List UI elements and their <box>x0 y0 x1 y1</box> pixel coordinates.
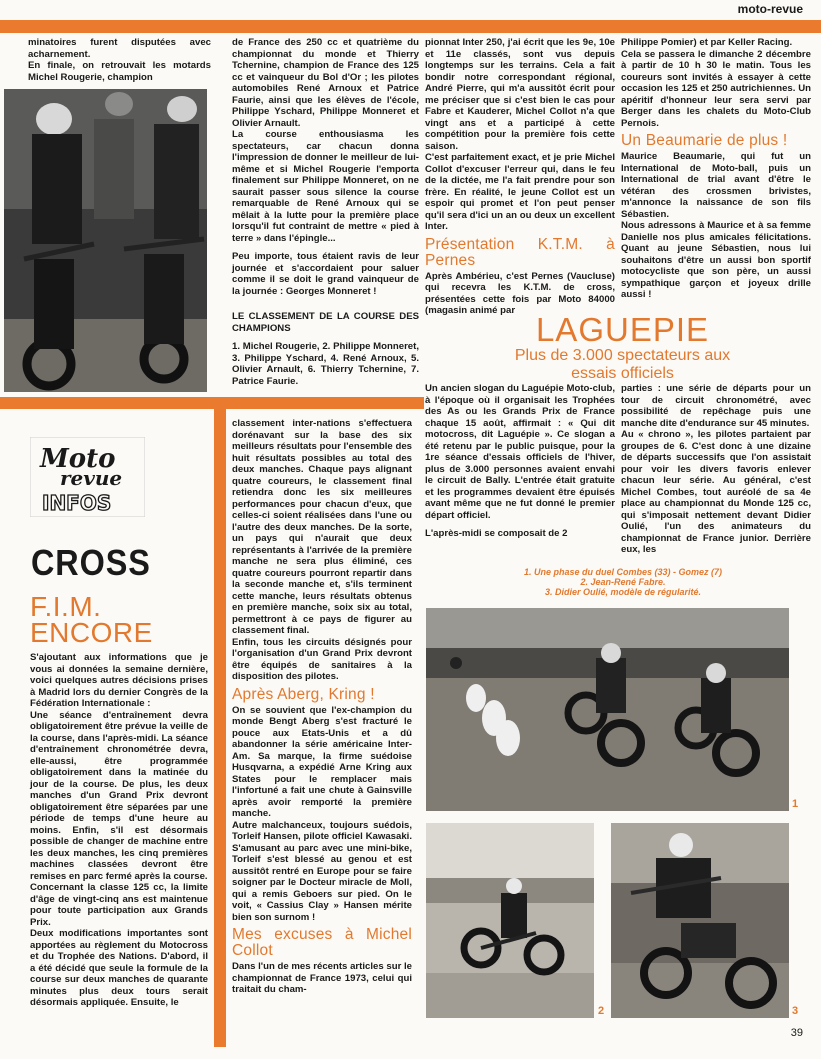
svg-text:INFOS: INFOS <box>42 491 112 515</box>
upper-column-2 <box>232 37 419 387</box>
paragraph: Concernant la classe 125 cc, la limite d'âge de vingt-cinq ans est maintenue pour toute participation aux Grands Prix. <box>30 882 208 928</box>
ktm-heading: Présentation K.T.M. à Pernes <box>425 235 615 269</box>
section-divider-vertical <box>214 397 226 1047</box>
photo-riders-group <box>4 89 207 392</box>
laguepie-title: LAGUEPIE <box>535 311 710 348</box>
paragraph: C'est parfaitement exact, et je prie Michel Collot d'excuser l'erreur qui, dans le feu de la dictée, me l'a fait prendre pour son frère. En réalité, le jeune Collot est un espoir qui promet et l'on peut penser qu'il sera d'ici un an ou deux un excellent Inter. <box>425 152 615 232</box>
fim-heading: F.I.M. ENCORE <box>30 591 153 648</box>
paragraph: Enfin, tous les circuits désignés pour l'organisation d'un Grand Prix devront être équipés de sanitaires à la disposition des pilotes. <box>232 636 412 682</box>
section-divider-horizontal <box>0 397 424 409</box>
caption-1: 1. Une phase du duel Combes (33) - Gomez (7) <box>523 567 723 577</box>
upper-column-1 <box>28 37 211 83</box>
photo-number-2: 2 <box>598 1005 605 1017</box>
infos-column-a <box>30 591 208 1009</box>
photo-captions <box>424 567 821 597</box>
photo-number-1: 1 <box>792 798 799 810</box>
infos-column-b <box>232 418 412 996</box>
paragraph: Cela se passera le dimanche 2 décembre à partir de 10 h 30 le matin. Tous les coureurs sont invités à essayer à cette occasion les 125 et 250 autrichiennes. Un apéritif d'honneur leur sera servi par Berger dans les chalets du Moto-Club Pernois. <box>621 48 811 129</box>
aberg-heading: Après Aberg, Kring ! <box>232 685 375 703</box>
paragraph: Dans l'un de mes récents articles sur le championnat de France 1973, celui qui traitait du cham- <box>232 961 412 995</box>
paragraph: Un ancien slogan du Laguépie Moto-club, à l'époque où il organisait les Trophées des As ou les Grands Prix de France chaque 15 août, affirmait : « Qui dit motocross, dit Laguépie ». Ce slogan a été retenu par le public puisque, pour la 1re séance d'essais officiels de l'hiver, plus de 3.000 personnes avaient envahi le circuit de Bally. L'entrée était gratuite et les programmes devaient être épuisés avant même que ne fut donné le premier départ officiel. <box>425 383 615 521</box>
laguepie-header <box>424 313 821 383</box>
paragraph: L'après-midi se composait de 2 <box>425 528 568 539</box>
laguepie-subtitle: Plus de 3.000 spectateurs aux essais officiels <box>514 347 731 382</box>
photo-duel-combes-gomez <box>426 608 789 811</box>
laguepie-column-right <box>621 383 811 556</box>
paragraph: Peu importe, tous étaient ravis de leur journée et s'accordaient pour saluer comme il se doit le grand vainqueur de la journée : Georges Monneret ! <box>232 251 419 297</box>
moto-revue-infos-logo <box>30 437 145 517</box>
excuses-heading: Mes excuses à Michel Collot <box>232 926 412 959</box>
page-number: 39 <box>790 1027 803 1039</box>
paragraph: Après Ambérieu, c'est Pernes (Vaucluse) qui recevra les K.T.M. de cross, présentées cette fois par Moto 84000 (magasin animé par <box>425 270 615 316</box>
paragraph: On se souvient que l'ex-champion du monde Bengt Aberg s'est fracturé le pouce aux Etats-Unis et a dû abandonner la série américaine Inter-Am. Sa marque, la firme suédoise Husqvarna, a expédié Arne Kring aux States pour le remplacer mais l'infortuné a fait une chute à Gainsville après avoir remporté la première manche. <box>232 704 412 819</box>
svg-text:Moto: Moto <box>40 444 116 474</box>
magazine-brand: moto-revue <box>737 2 803 16</box>
photo-number-3: 3 <box>792 1005 799 1017</box>
paragraph: La course enthousiasma les spectateurs, car chacun donna l'impression de donner le meilleur de lui-même et si Michel Rougerie l'emporta finalement sur Philippe Monneret, on ne saurait passer sous silence la course remarquable de René Arnoux qui se mêlait à la lutte pour la première place lorsqu'il fut contraint de mettre « pied à terre » dans l'épingle... <box>232 129 419 244</box>
paragraph: En finale, on retrouvait les motards Michel Rougerie, champion <box>28 60 211 83</box>
upper-column-4 <box>621 37 811 301</box>
paragraph: de France des 250 cc et quatrième du championnat du monde et Thierry Tchernine, champion de France des 125 cc et vainqueur du Bol d'Or ; les pilotes automobiles René Arnoux et Patrice Faurie, ainsi que les élèves de l'école, Philippe Yschard, Philippe Monneret et Olivier Arnault. <box>232 37 419 129</box>
paragraph: Une séance d'entraînement devra obligatoirement être prévue la veille de la course, dans l'après-midi. La séance d'entraînement chronométrée devra, elle-aussi, être programmée obligatoirement dans la matinée du jour de la course. De plus, les deux manches d'un Grand Prix devront obligatoirement être séparées par une période de temps d'une heure au moins. Enfin, s'il est désormais possible de changer de machine entre les deux manches, les cinq premières machines classées devront être remises en parc fermé après la course. <box>30 709 208 882</box>
svg-text:revue: revue <box>60 466 123 490</box>
paragraph: pionnat Inter 250, j'ai écrit que les 9e, 10e et 11e classés, sont vus depuis longtemps sur les terrains. Cela a fait bondir notre correspondant régional, André Pierre, qui m'a aussitôt écrit pour me préciser que si c'est bien le cas pour Fabre et Kauderer, Michel Collot n'a que vingt ans et a participé à cette compétition pour la première fois cette saison. <box>425 37 615 152</box>
paragraph: Maurice Beaumarie, qui fut un International de Moto-ball, puis un International de trial avant d'être le vétéran des crossmen brivistes, m'annonce la naissance de son fils Sébastien. <box>621 151 811 220</box>
classement-title: LE CLASSEMENT DE LA COURSE DES CHAMPIONS <box>232 311 419 334</box>
upper-column-3 <box>425 37 615 317</box>
paragraph: minatoires furent disputées avec acharnement. <box>28 37 211 60</box>
paragraph: classement inter-nations s'effectuera dorénavant sur la base des six meilleurs résultats pour l'ensemble des huit résultats possibles au total des deux manches. Chaque pays alignant quatre coureurs, le classement final retiendra donc les six meilleures performances pour chacun d'eux, que celles-ci soient réalisées dans l'une ou l'autre des deux manches. De la sorte, un pays qui n'aurait que deux représentants à l'arrivée de la première manche ne sera plus éliminé, ces quatre coureurs pourront repartir dans la seconde manche et, s'ils terminent cette manche, leurs résultats obtenus en première manche, soix six au total, permettront à ce pays de figurer au classement final. <box>232 418 412 636</box>
caption-3: 3. Didier Oulié, modèle de régularité. <box>544 587 702 597</box>
paragraph: S'ajoutant aux informations que je vous ai données la semaine dernière, voici quelques autres décisions prises à Madrid lors du dernier Congrès de la Fédération Internationale : <box>30 652 208 709</box>
paragraph: Nous adressons à Maurice et à sa femme Danielle nos plus amicales félicitations. Quant au jeune Sébastien, nous lui souhaitons d'être un aussi bon sportif motocycliste que son père, un aussi sympathique garçon et joyeux drille aussi ! <box>621 220 811 300</box>
paragraph: Philippe Pomier) et par Keller Racing. <box>621 37 793 48</box>
caption-2: 2. Jean-René Fabre. <box>580 577 666 587</box>
top-accent-bar <box>0 20 821 33</box>
laguepie-column-left <box>425 383 615 540</box>
paragraph: Autre malchanceux, toujours suédois, Torleif Hansen, pilote officiel Kawasaki. S'amusant au parc avec une mini-bike, Torleif s'est blessé au genou et est aussitôt rentré en Europe pour se faire soigner par le Docteur miracle de Moll, qui a remis Geboers sur pied. On le voit, « Cassius Clay » Hansen mérite bien son surnom ! <box>232 819 412 923</box>
photo-didier-oulie <box>611 823 789 1018</box>
beaumarie-heading: Un Beaumarie de plus ! <box>621 132 788 149</box>
paragraph: Au « chrono », les pilotes partaient par groupes de 6. C'est donc à une dizaine de départs successifs que l'on assistait pour voir les divers favoris enlever chacun leur série. Au général, c'est Michel Combes, tout auréolé de sa 4e place au championnat du Monde 125 cc, qui s'imposait nettement devant Didier Oulié, l'un des animateurs du championnat de France junior. Derrière eux, les <box>621 429 811 555</box>
paragraph: Deux modifications importantes sont apportées au règlement du Motocross et du Trophée des Nations. D'abord, il a été décidé que seule la formule de la course sur deux manches de quarante minutes plus deux tours serait désormais appliquée. Ensuite, le <box>30 928 208 1008</box>
classement-results: 1. Michel Rougerie, 2. Philippe Monneret, 3. Philippe Yschard, 4. René Arnoux, 5. Olivier Arnault, 6. Thierry Tchernine, 7. Patrice Faurie. <box>232 341 419 387</box>
photo-jean-rene-fabre <box>426 823 594 1018</box>
paragraph: parties : une série de départs pour un tour de circuit chronométré, avec possibilité de repêchage puis une manche dite d'endurance sur 45 minutes. <box>621 383 811 429</box>
section-title-cross: CROSS <box>31 542 151 583</box>
